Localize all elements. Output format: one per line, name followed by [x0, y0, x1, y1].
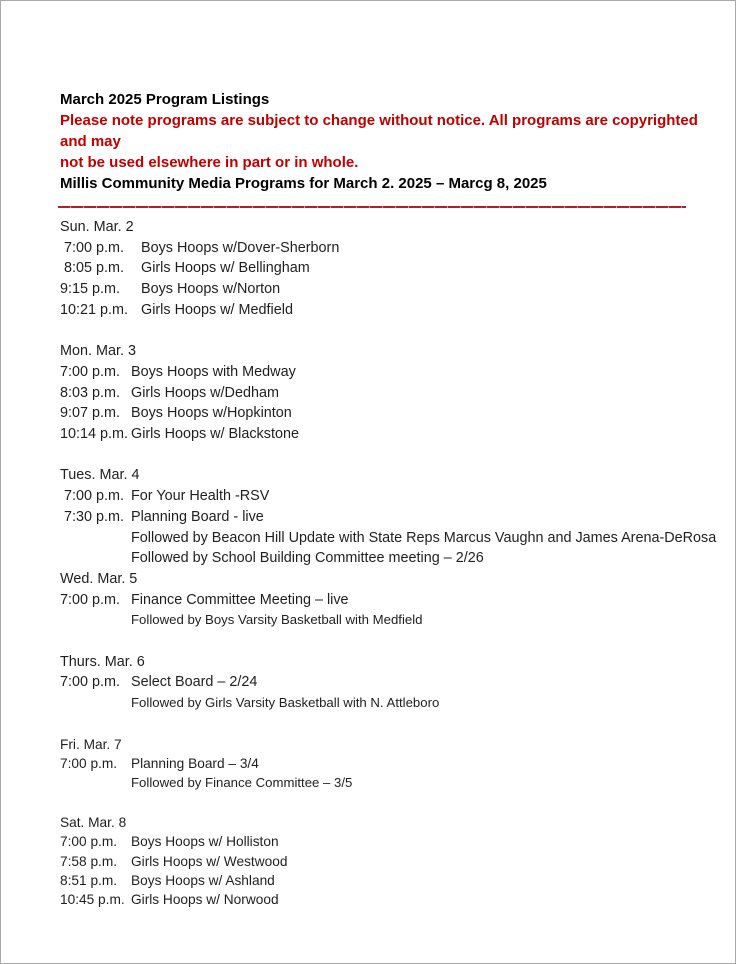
program-time: 7:00 p.m. — [60, 755, 118, 771]
program-title: Finance Committee Meeting – live — [131, 591, 349, 608]
program-title: Girls Hoops w/ Blackstone — [131, 426, 299, 443]
program-row — [60, 548, 705, 569]
program-row — [60, 610, 705, 631]
program-row — [60, 403, 705, 424]
program-title: Girls Hoops w/ Norwood — [131, 892, 279, 908]
copyright-notice-line-1: Please note programs are subject to change without notice. All programs are copyrighted and may — [60, 112, 698, 150]
program-row — [60, 362, 705, 383]
program-title: Select Board – 2/24 — [131, 674, 258, 691]
program-time — [60, 693, 131, 714]
schedule-section — [60, 735, 705, 793]
program-time — [60, 528, 131, 549]
program-time: 7:00 p.m. — [60, 488, 124, 505]
program-row — [60, 486, 705, 507]
program-title: For Your Health -RSV — [131, 488, 270, 505]
program-title: Planning Board – 3/4 — [131, 755, 259, 771]
program-time — [60, 610, 131, 631]
program-title: Boys Hoops w/Dover-Sherborn — [141, 239, 340, 256]
program-row — [60, 258, 705, 279]
program-time: 8:51 p.m. — [60, 872, 118, 888]
program-time: 7:00 p.m. — [60, 674, 120, 691]
program-row — [60, 773, 705, 792]
program-row — [60, 890, 705, 909]
program-title: Boys Hoops w/ Holliston — [131, 834, 279, 850]
program-row — [60, 672, 705, 693]
program-title: Followed by Beacon Hill Update with State Reps Marcus Vaughn and James Arena-DeRosa — [131, 529, 717, 546]
day-header: Wed. Mar. 5 — [60, 570, 138, 587]
schedule-section — [60, 652, 705, 714]
day-header: Sat. Mar. 8 — [60, 815, 127, 831]
day-header: Thurs. Mar. 6 — [60, 653, 145, 670]
schedule-section — [60, 217, 705, 321]
program-row — [60, 238, 705, 259]
program-row — [60, 383, 705, 404]
schedule-section — [60, 465, 717, 569]
program-row — [60, 693, 705, 714]
program-row — [60, 832, 705, 851]
program-title: Followed by Finance Committee – 3/5 — [131, 775, 353, 791]
program-row — [60, 754, 705, 773]
schedule-section — [60, 813, 705, 909]
program-time: 7:00 p.m. — [60, 363, 120, 380]
program-title: Boys Hoops w/ Ashland — [131, 872, 275, 888]
program-time: 7:00 p.m. — [60, 239, 124, 256]
program-title: Boys Hoops w/Norton — [141, 281, 281, 298]
program-time: 9:15 p.m. — [60, 281, 120, 298]
program-title: Boys Hoops w/Hopkinton — [131, 405, 292, 422]
program-row — [60, 871, 705, 890]
program-title: Followed by School Building Committee meeting – 2/26 — [131, 550, 484, 567]
program-week-subtitle: Millis Community Media Programs for March 2. 2025 – Marcg 8, 2025 — [60, 175, 547, 192]
program-time: 7:00 p.m. — [60, 591, 120, 608]
program-row — [60, 590, 705, 611]
day-header: Mon. Mar. 3 — [60, 343, 136, 360]
program-time: 10:21 p.m. — [60, 301, 128, 318]
program-row — [60, 528, 717, 549]
day-header: Sun. Mar. 2 — [60, 219, 134, 235]
program-time: 9:07 p.m. — [60, 405, 120, 422]
program-title: Girls Hoops w/Dedham — [131, 384, 279, 401]
program-title: Planning Board - live — [131, 508, 264, 525]
program-row — [60, 300, 705, 321]
program-title: Followed by Boys Varsity Basketball with Medfield — [131, 612, 423, 628]
program-time: 10:45 p.m. — [60, 892, 125, 908]
program-title: Girls Hoops w/ Medfield — [141, 301, 293, 318]
program-time: 8:03 p.m. — [60, 384, 120, 401]
schedule-section — [60, 341, 705, 445]
program-title: Boys Hoops with Medway — [131, 363, 296, 380]
schedule — [60, 217, 717, 910]
red-underscore-divider — [58, 206, 686, 208]
program-title: Girls Hoops w/ Westwood — [131, 853, 288, 869]
program-time: 8:05 p.m. — [60, 260, 124, 277]
program-time: 7:30 p.m. — [60, 508, 124, 525]
program-row — [60, 507, 705, 528]
program-time — [60, 773, 131, 792]
program-time: 7:58 p.m. — [60, 853, 118, 869]
page-title: March 2025 Program Listings — [60, 91, 270, 108]
copyright-notice-line-2: not be used elsewhere in part or in whole. — [60, 154, 359, 171]
program-row — [60, 279, 705, 300]
program-title: Followed by Girls Varsity Basketball with N. Attleboro — [131, 695, 440, 711]
document-content — [1, 1, 735, 910]
program-time: 7:00 p.m. — [60, 834, 118, 850]
schedule-section — [60, 569, 705, 631]
program-row — [60, 424, 705, 445]
program-row — [60, 852, 705, 871]
program-time — [60, 548, 131, 569]
day-header: Fri. Mar. 7 — [60, 736, 122, 752]
program-time: 10:14 p.m. — [60, 426, 128, 443]
program-title: Girls Hoops w/ Bellingham — [141, 260, 310, 277]
day-header: Tues. Mar. 4 — [60, 467, 140, 484]
